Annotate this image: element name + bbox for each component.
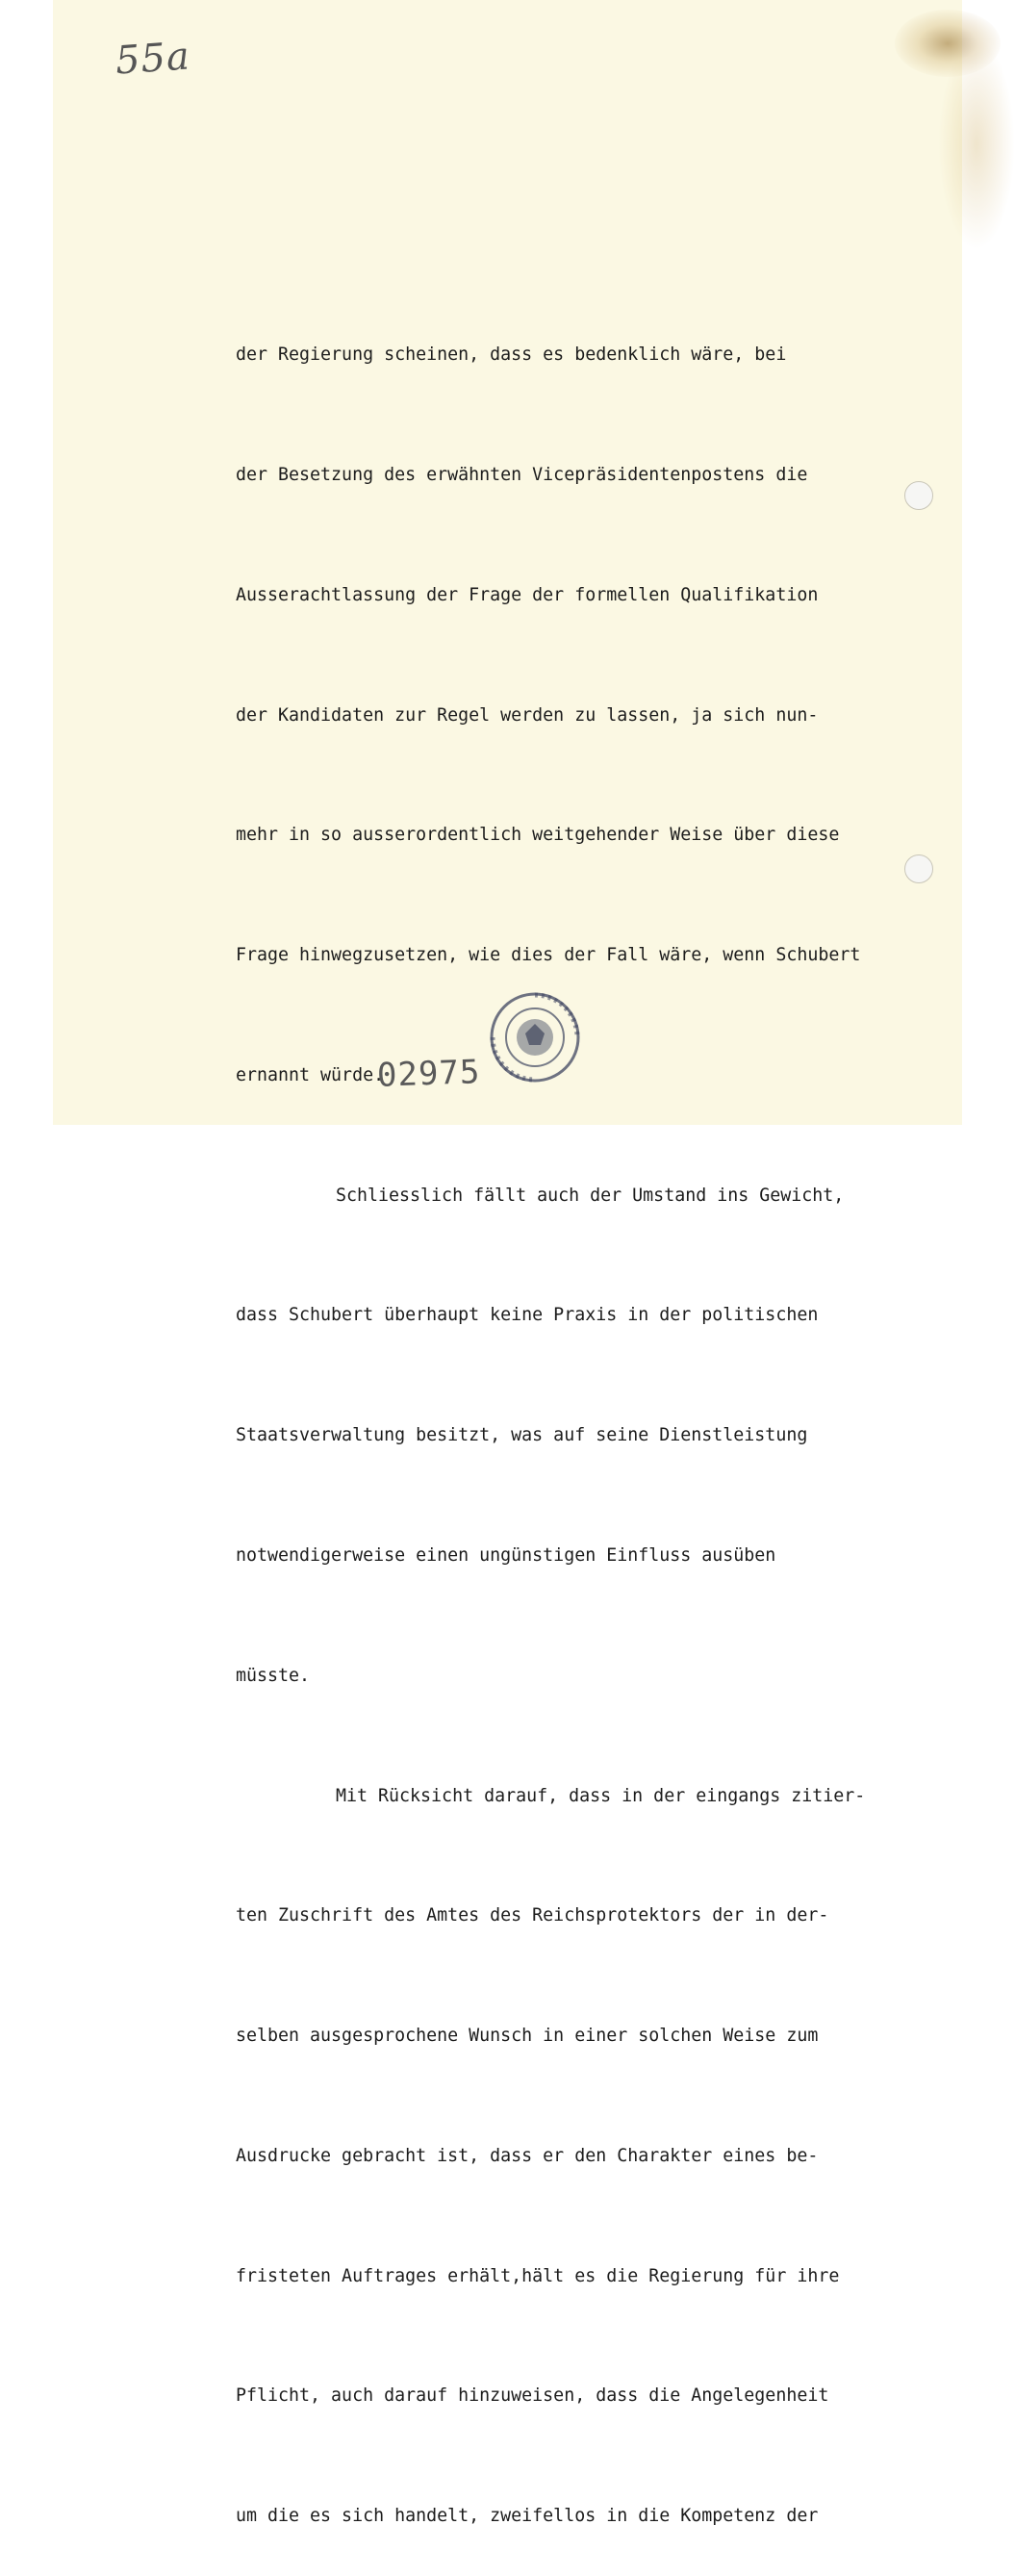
- text-line: ernannt würde.: [236, 1064, 385, 1085]
- punch-hole: [904, 481, 933, 510]
- text-line: Ausserachtlassung der Frage der formellen Qualifikation: [236, 584, 819, 605]
- text-line: dass Schubert überhaupt keine Praxis in der politischen: [236, 1305, 819, 1326]
- text-line: mehr in so ausserordentlich weitgehender Weise über diese: [236, 825, 840, 846]
- text-line: Schliesslich fällt auch der Umstand ins Gewicht,: [336, 1185, 845, 1206]
- folio-mark: 55a: [114, 34, 192, 84]
- text-line: Frage hinwegzusetzen, wie dies der Fall wäre, wenn Schubert: [236, 945, 861, 966]
- archive-stamp-icon: [489, 991, 581, 1084]
- document-body: [236, 255, 967, 2576]
- scan-margin: [0, 0, 53, 1125]
- text-line: notwendigerweise einen ungünstigen Einfluss ausüben: [236, 1545, 776, 1566]
- punch-hole: [904, 854, 933, 883]
- text-line: fristeten Auftrages erhält,hält es die Regierung für ihre: [236, 2265, 840, 2286]
- text-line: selben ausgesprochene Wunsch in einer solchen Weise zum: [236, 2026, 819, 2047]
- text-line: Staatsverwaltung besitzt, was auf seine Dienstleistung: [236, 1425, 808, 1446]
- text-line: um die es sich handelt, zweifellos in die Kompetenz der: [236, 2506, 819, 2527]
- text-line: der Kandidaten zur Regel werden zu lassen, ja sich nun-: [236, 704, 819, 726]
- text-line: der Regierung scheinen, dass es bedenklich wäre, bei: [236, 344, 787, 366]
- text-line: Pflicht, auch darauf hinzuweisen, dass die Angelegenheit: [236, 2385, 829, 2407]
- text-line: müsste.: [236, 1665, 311, 1686]
- text-line: ten Zuschrift des Amtes des Reichsprotektors der in der-: [236, 1905, 829, 1926]
- text-line: der Besetzung des erwähnten Vicepräsidentenpostens die: [236, 464, 808, 485]
- text-line: Mit Rücksicht darauf, dass in der eingangs zitier-: [336, 1785, 866, 1806]
- serial-number: 02975: [376, 1053, 482, 1095]
- stain-mark: [938, 38, 1015, 250]
- text-line: Ausdrucke gebracht ist, dass er den Charakter eines be-: [236, 2145, 819, 2166]
